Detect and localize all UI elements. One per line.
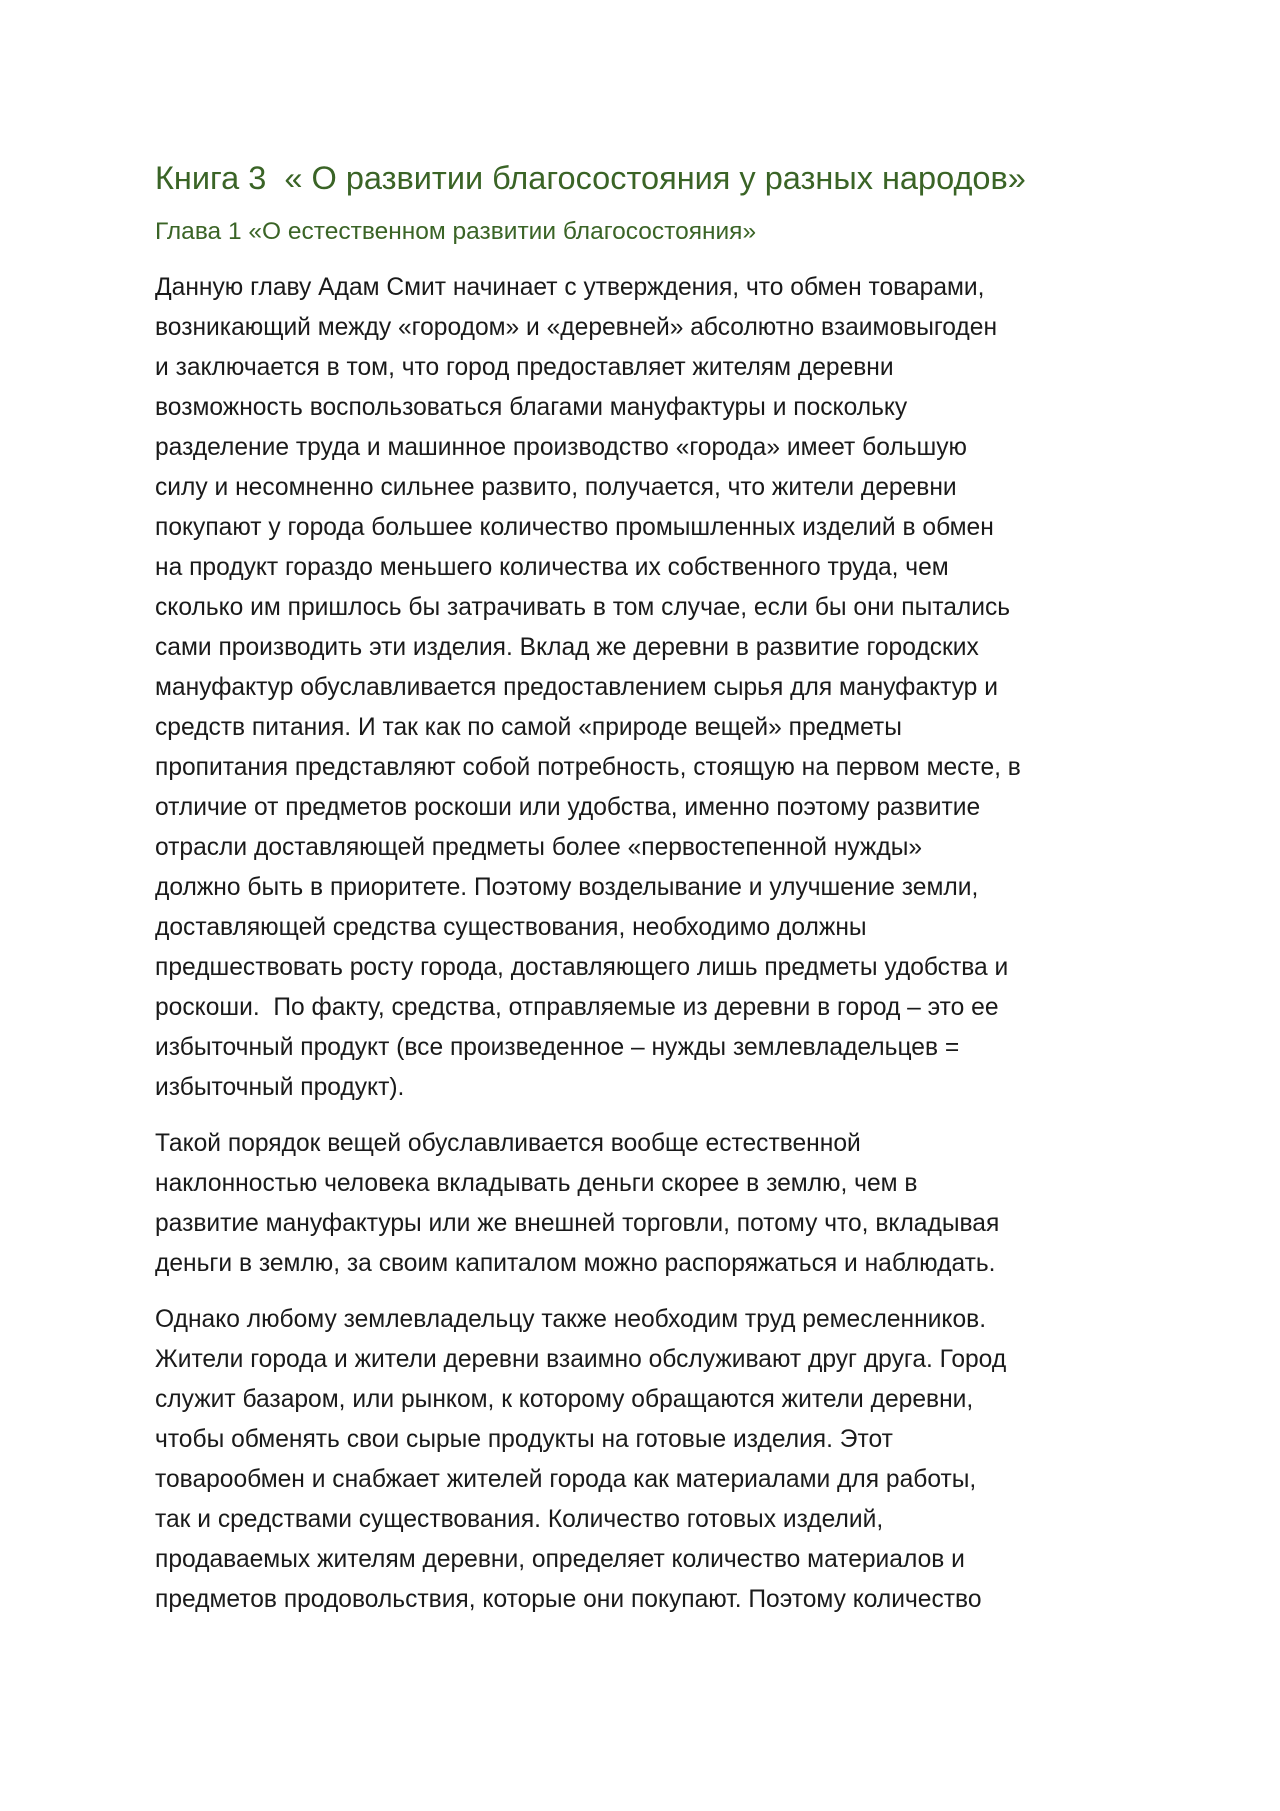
paragraph-line: пропитания представляют собой потребность, стоящую на первом месте, в — [155, 754, 1021, 781]
paragraph-line: предметов продовольствия, которые они покупают. Поэтому количество — [155, 1586, 982, 1613]
paragraph-line: чтобы обменять свои сырые продукты на готовые изделия. Этот — [155, 1426, 893, 1453]
paragraph-line: доставляющей средства существования, необходимо должны — [155, 914, 867, 941]
paragraph-line: сколько им пришлось бы затрачивать в том случае, если бы они пытались — [155, 594, 1011, 621]
paragraph — [155, 1300, 1145, 1620]
paragraph-line: Однако любому землевладельцу также необходим труд ремесленников. — [155, 1306, 987, 1333]
paragraph-line: избыточный продукт (все произведенное – нужды землевладельцев = — [155, 1034, 960, 1061]
paragraph-line: товарообмен и снабжает жителей города как материалами для работы, — [155, 1466, 977, 1493]
paragraph-line: средств питания. И так как по самой «природе вещей» предметы — [155, 714, 902, 741]
paragraph-line: продаваемых жителям деревни, определяет количество материалов и — [155, 1546, 965, 1573]
paragraph-line: роскоши. По факту, средства, отправляемые из деревни в город – это ее — [155, 994, 999, 1021]
document-body — [155, 158, 1145, 1636]
paragraph-line: так и средствами существования. Количество готовых изделий, — [155, 1506, 884, 1533]
paragraph-line: возможность воспользоваться благами мануфактуры и поскольку — [155, 394, 908, 421]
paragraph-line: и заключается в том, что город предоставляет жителям деревни — [155, 354, 894, 381]
paragraph-line: деньги в землю, за своим капиталом можно распоряжаться и наблюдать. — [155, 1250, 996, 1277]
paragraph-line: Данную главу Адам Смит начинает с утверждения, что обмен товарами, — [155, 274, 985, 301]
paragraph-line: предшествовать росту города, доставляющего лишь предметы удобства и — [155, 954, 1009, 981]
paragraph-line: на продукт гораздо меньшего количества их собственного труда, чем — [155, 554, 949, 581]
paragraph-line: покупают у города большее количество промышленных изделий в обмен — [155, 514, 994, 541]
paragraph-line: сами производить эти изделия. Вклад же деревни в развитие городских — [155, 634, 979, 661]
chapter-title: Глава 1 «О естественном развитии благосостояния» — [155, 218, 757, 245]
paragraph-line: Такой порядок вещей обуславливается вообще естественной — [155, 1130, 861, 1157]
book-title: Книга 3 « О развитии благосостояния у разных народов» — [155, 160, 1026, 196]
paragraph-line: силу и несомненно сильнее развито, получается, что жители деревни — [155, 474, 957, 501]
paragraph-line: отличие от предметов роскоши или удобства, именно поэтому развитие — [155, 794, 981, 821]
paragraphs-container — [155, 268, 1145, 1620]
paragraph-line: мануфактур обуславливается предоставлением сырья для мануфактур и — [155, 674, 998, 701]
paragraph — [155, 268, 1145, 1108]
paragraph-line: развитие мануфактуры или же внешней торговли, потому что, вкладывая — [155, 1210, 1000, 1237]
paragraph-line: возникающий между «городом» и «деревней» абсолютно взаимовыгоден — [155, 314, 998, 341]
paragraph — [155, 1124, 1145, 1284]
paragraph-line: разделение труда и машинное производство «города» имеет большую — [155, 434, 967, 461]
paragraph-line: отрасли доставляющей предметы более «первостепенной нужды» — [155, 834, 923, 861]
paragraph-line: избыточный продукт). — [155, 1074, 405, 1101]
paragraph-line: Жители города и жители деревни взаимно обслуживают друг друга. Город — [155, 1346, 1007, 1373]
paragraph-line: должно быть в приоритете. Поэтому возделывание и улучшение земли, — [155, 874, 979, 901]
paragraph-line: служит базаром, или рынком, к которому обращаются жители деревни, — [155, 1386, 974, 1413]
paragraph-line: наклонностью человека вкладывать деньги скорее в землю, чем в — [155, 1170, 918, 1197]
